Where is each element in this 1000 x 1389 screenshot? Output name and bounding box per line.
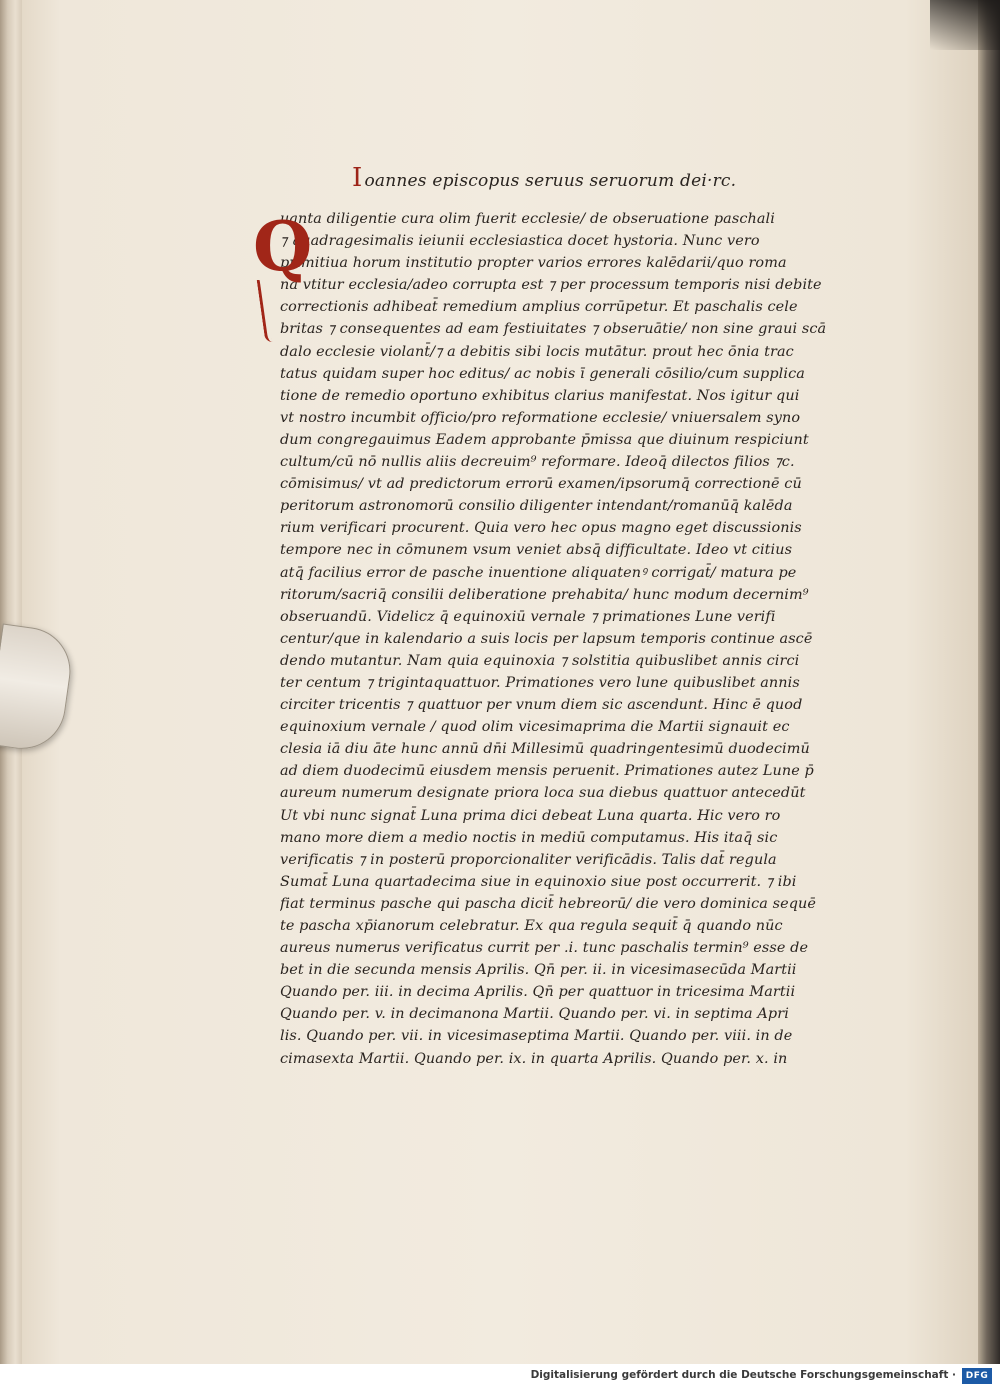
text-line: dum congregauimus Eadem approbante p̄missa que diuinum respiciunt — [280, 431, 809, 448]
text-line: ⁊ quadragesimalis ieiunii ecclesiastica docet hystoria. Nunc vero — [280, 233, 760, 250]
text-line: britas ⁊ consequentes ad eam festiuitates ⁊ obseruātie/ non sine graui scā — [280, 321, 827, 338]
text-line: ad diem duodecimū eiusdem mensis peruenit. Primationes autez Lune p̄ — [280, 763, 814, 780]
heading-line — [256, 160, 876, 196]
text-line: tione de remedio oportuno exhibitus clarius manifestat. Nos igitur qui — [280, 387, 800, 404]
text-line: Ut vbi nunc signat̄ Luna prima dici debeat Luna quarta. Hic vero ro — [280, 807, 781, 824]
footer-credit: Digitalisierung gefördert durch die Deutsche Forschungsgemeinschaft · — [530, 1369, 956, 1381]
text-line: primitiua horum institutio propter varios errores kalēdarii/quo roma — [280, 255, 787, 272]
text-line: ter centum ⁊ trigintaquattuor. Primationes vero lune quibuslibet annis — [280, 674, 800, 691]
book-page — [22, 0, 982, 1364]
text-lines — [280, 208, 876, 1070]
text-block — [253, 160, 876, 1070]
text-line: vt nostro incumbit officio/pro reformatione ecclesie/ vniuersalem syno — [280, 409, 801, 426]
text-line: circiter tricentis ⁊ quattuor per vnum diem sic ascendunt. Hinc ē quod — [280, 697, 803, 714]
text-line: bet in die secunda mensis Aprilis. Qn̄ per. ii. in vicesimasecūda Martii — [280, 962, 797, 979]
heading-initial: I — [352, 163, 363, 193]
text-line: lis. Quando per. vii. in vicesimaseptima Martii. Quando per. viii. in de — [280, 1028, 793, 1045]
text-line: Sumat̄ Luna quartadecima siue in equinoxio siue post occurrerit. ⁊ ibi — [280, 873, 797, 890]
book-right-edge — [978, 0, 1000, 1364]
footer-bar — [0, 1364, 1000, 1389]
text-line: obseruandū. Videlicz q̄ equinoxiū vernale ⁊ primationes Lune verifi — [280, 608, 776, 625]
heading-text: oannes episcopus seruus seruorum dei·rc. — [364, 171, 737, 191]
text-line: dendo mutantur. Nam quia equinoxia ⁊ solstitia quibuslibet annis circi — [280, 652, 800, 669]
text-line: verificatis ⁊ in posterū proporcionaliter verificādis. Talis dat̄ regula — [280, 851, 777, 868]
text-line: cultum/cū nō nullis aliis decreuim⁹ reformare. Ideoq̄ dilectos filios ⁊c. — [280, 454, 795, 471]
drop-cap-flourish — [257, 280, 273, 342]
text-line: Quando per. v. in decimanona Martii. Quando per. vi. in septima Apri — [280, 1006, 789, 1023]
text-line: equinoxium vernale / quod olim vicesimaprima die Martii signauit ec — [280, 719, 790, 736]
scan-corner-shadow — [930, 0, 1000, 50]
text-line: centur/que in kalendario a suis locis per lapsum temporis continue ascē — [280, 630, 813, 647]
dfg-logo: DFG — [962, 1368, 992, 1384]
text-line: dalo ecclesie violant̄/⁊ a debitis sibi locis mutātur. prout hec ōnia trac — [280, 343, 794, 360]
text-line: fiat terminus pasche qui pascha dicit̄ hebreorū/ die vero dominica sequē — [280, 895, 817, 912]
text-line: tempore nec in cōmunem vsum veniet absq̄ difficultate. Ideo vt citius — [280, 542, 793, 559]
drop-cap-initial — [253, 207, 313, 342]
text-line: peritorum astronomorū consilio diligenter intendant/romanūq̄ kalēda — [280, 498, 793, 515]
text-line: te pascha xp̄ianorum celebratur. Ex qua regula sequit̄ q̄ quando nūc — [280, 918, 783, 934]
text-line: rium verificari procurent. Quia vero hec opus magno eget discussionis — [280, 520, 802, 537]
body-text — [253, 207, 876, 1070]
text-line: atq̄ facilius error de pasche inuentione aliquatenꝰ corrigat̄/ matura pe — [280, 564, 797, 581]
text-line: aureus numerus verificatus currit per .i. tunc paschalis termin⁹ esse de — [280, 940, 809, 957]
text-line: Quando per. iii. in decima Aprilis. Qn̄ per quattuor in tricesima Martii — [280, 984, 796, 1001]
text-line: na vtitur ecclesia/adeo corrupta est ⁊ per processum temporis nisi debite — [280, 277, 822, 294]
text-line: uanta diligentie cura olim fuerit ecclesie/ de obseruatione paschali — [280, 211, 775, 227]
text-line: cōmisimus/ vt ad predictorum errorū examen/ipsorumq̄ correctionē cū — [280, 476, 802, 493]
drop-cap-letter: Q — [253, 207, 313, 287]
text-line: ritorum/sacriq̄ consilii deliberatione prehabita/ hunc modum decernim⁹ — [280, 586, 809, 603]
text-line: correctionis adhibeat̄ remedium amplius corrūpetur. Et paschalis cele — [280, 299, 798, 316]
text-line: clesia iā diu āte hunc annū dn̄i Millesimū quadringentesimū duodecimū — [280, 741, 810, 758]
text-line: mano more diem a medio noctis in mediū computamus. His itaq̄ sic — [280, 829, 778, 846]
text-line: tatus quidam super hoc editus/ ac nobis ī generali cōsilio/cum supplica — [280, 365, 805, 382]
text-line: aureum numerum designate priora loca sua diebus quattuor antecedūt — [280, 785, 806, 802]
text-line: cimasexta Martii. Quando per. ix. in quarta Aprilis. Quando per. x. in — [280, 1050, 788, 1067]
